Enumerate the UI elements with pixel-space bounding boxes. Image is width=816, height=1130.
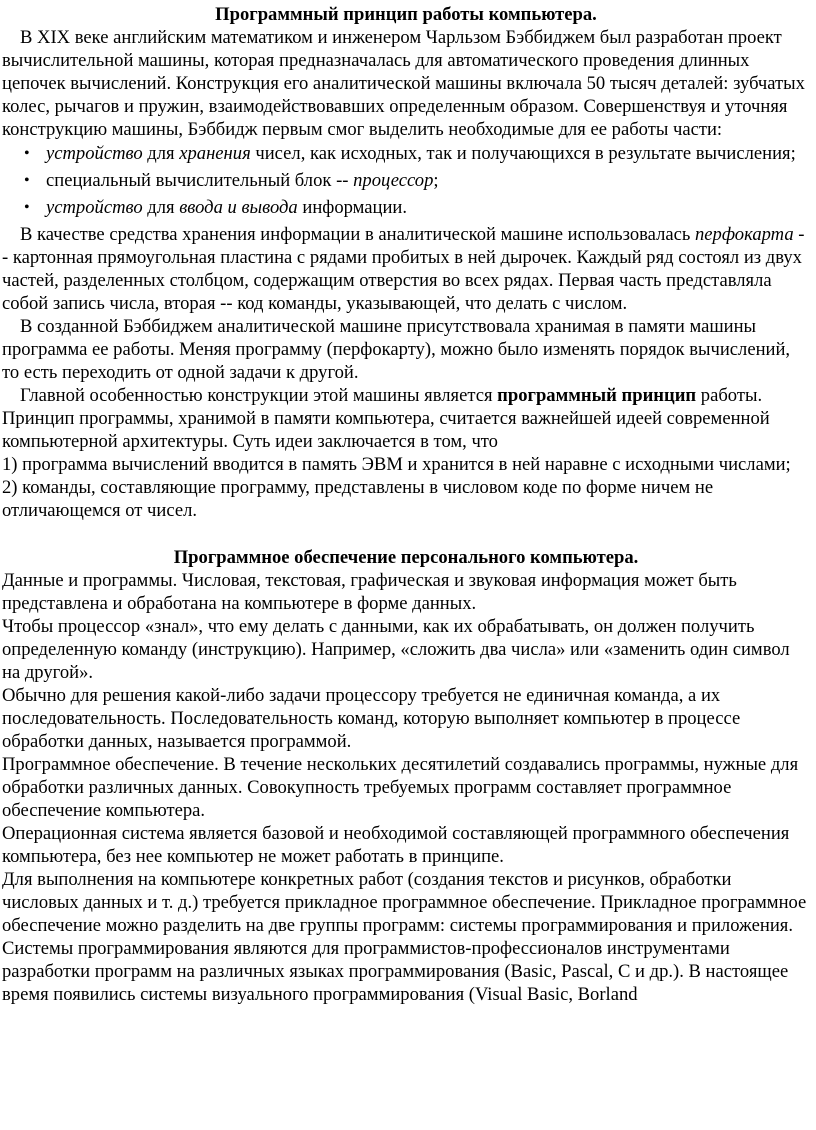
- section-title-programming-principle: Программный принцип работы компьютера.: [215, 4, 597, 25]
- bullet-icon: •: [24, 145, 30, 162]
- paragraph-punch-card: В качестве средства хранения информации в аналитической машине использовалась перфокарта -- картонная прямоугольная пластина с рядами пробитых в ней дырочек. Каждый ряд состоял из двух частей, разделенных столбцом, содержащим отверстия во всех рядах. Первая часть представляла собой запись числа, вторая -- код команды, указывающей, что делать с числом.: [2, 224, 805, 314]
- paragraph-programming-systems: Системы программирования являются для программистов-профессионалов инструментами разработки программ на различных языках программирования (Basic, Pascal, С и др.). В настоящее время появились системы визуального программирования (Visual Basic, Borland: [2, 938, 789, 1005]
- paragraph-application-software: Для выполнения на компьютере конкретных работ (создания текстов и рисунков, обработки числовых данных и т. д.) требуется прикладное программное обеспечение. Прикладное программное обеспечение можно разделить на две группы программ: системы программирования и приложения.: [2, 869, 807, 936]
- bullet-icon: •: [24, 199, 30, 216]
- paragraph-operating-system: Операционная система является базовой и необходимой составляющей программного обеспечения компьютера, без нее компьютер не может работать в принципе.: [2, 823, 790, 867]
- paragraph-program-principle: Главной особенностью конструкции этой машины является программный принцип работы. Принцип программы, хранимой в памяти компьютера, считается важнейшей идеей современной компьютерной архитектуры. Суть идеи заключается в том, что: [2, 385, 770, 452]
- paragraph-program-definition: Обычно для решения какой-либо задачи процессору требуется не единичная команда, а их последовательность. Последовательность команд, которую выполняет компьютер в процессе обработки данных, называется программой.: [2, 685, 741, 752]
- paragraph-software: Программное обеспечение. В течение нескольких десятилетий создавались программы, нужные для обработки различных данных. Совокупность требуемых программ составляет программное обеспечение компьютера.: [2, 754, 799, 821]
- numbered-item-1: 1) программа вычислений вводится в память ЭВМ и хранится в ней наравне с исходными числами;: [2, 454, 791, 475]
- paragraph-babbage-intro: В XIX веке английским математиком и инженером Чарльзом Бэббиджем был разработан проект вычислительной машины, которая предназначалась для автоматического проведения длинных цепочек вычислений. Конструкция его аналитической машины включала 50 тысяч деталей: зубчатых колес, рычагов и пружин, взаимодействовавших определенным образом. Совершенствуя и уточняя конструкцию машины, Бэббидж первым смог выделить необходимые для ее работы части:: [2, 27, 805, 140]
- paragraph-data-programs: Данные и программы. Числовая, текстовая, графическая и звуковая информация может быть представлена и обработана на компьютере в форме данных.: [2, 570, 737, 614]
- list-item-storage: • устройство для хранения чисел, как исходных, так и получающихся в результате вычисления;: [24, 143, 796, 164]
- numbered-item-2: 2) команды, составляющие программу, представлены в числовом коде по форме ничем не отличающемся от чисел.: [2, 477, 714, 521]
- list-item-processor: • специальный вычислительный блок -- процессор;: [24, 170, 439, 191]
- paragraph-processor-commands: Чтобы процессор «знал», что ему делать с данными, как их обрабатывать, он должен получить определенную команду (инструкцию). Например, «сложить два числа» или «заменить один символ на другой».: [2, 616, 790, 683]
- list-item-io: • устройство для ввода и вывода информации.: [24, 197, 408, 218]
- machine-parts-list: [2, 142, 810, 219]
- bullet-icon: •: [24, 172, 30, 189]
- section-title-software: Программное обеспечение персонального компьютера.: [173, 547, 639, 568]
- paragraph-stored-program: В созданной Бэббиджем аналитической машине присутствовала хранимая в памяти машины программа ее работы. Меняя программу (перфокарту), можно было изменять порядок вычислений, то есть переходить от одной задачи к другой.: [2, 316, 791, 383]
